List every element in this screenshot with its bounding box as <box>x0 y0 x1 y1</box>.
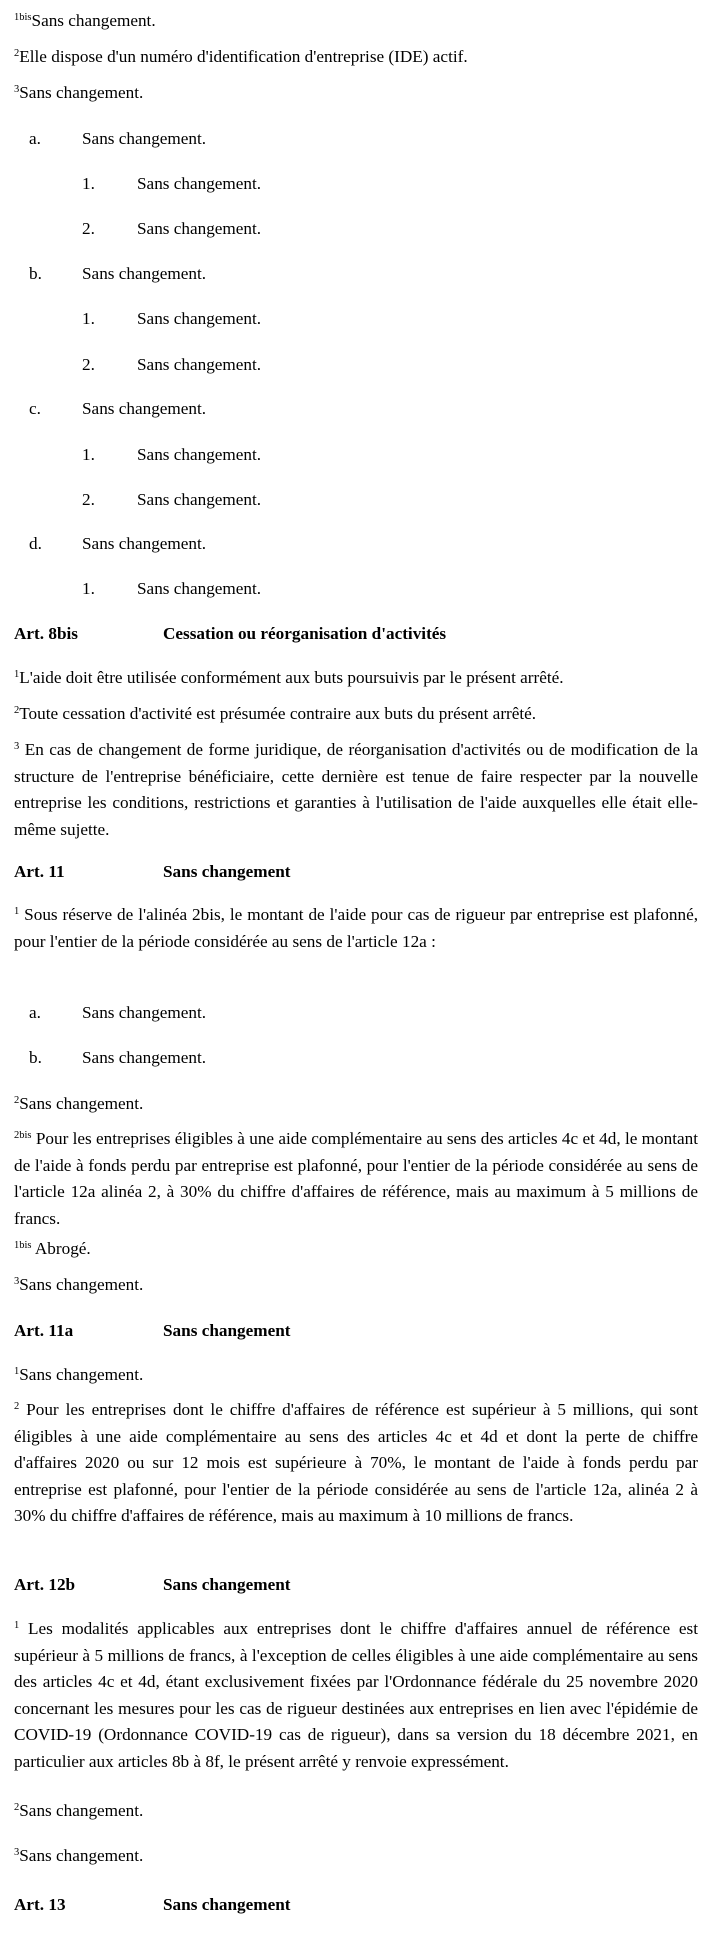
sublist-item: Sans changement. <box>137 219 262 238</box>
art8bis-paragraph-2: $^2$Toute cessation d'activité est présumée contraire aux buts du présent arrêté. <box>14 704 537 723</box>
art11-paragraph-1bis: $^{1bis}$ Abrogé. <box>14 1239 91 1258</box>
art11-paragraph-1: $^1$ Sous réserve de l'alinéa 2bis, le montant de l'aide pour cas de rigueur par entreprise est plafonné, pour l'entier de la période considérée au sens de l'article 12a : <box>14 905 699 951</box>
sublist-label: 1. <box>82 445 95 464</box>
sublist-label: 2. <box>82 355 95 374</box>
article-11a-number: Art. 11a <box>14 1321 74 1340</box>
list-label-b: b. <box>29 264 42 283</box>
art11a-paragraph-2: $^2$ Pour les entreprises dont le chiffre d'affaires de référence est supérieur à 5 millions, qui sont éligibles à une aide complémentaire au sens des articles 4c et 4d et dont la perte de chiffre d'affaires 2020 ou sur 12 mois est supérieure à 70%, le montant de l'aide à fonds perdu par entreprise est plafonné, pour l'entier de la période considérée au sens de l'article 12a, alinéa 2 à 30% du chiffre d'affaires de référence, mais au maximum à 10 millions de francs. <box>14 1400 698 1525</box>
article-13-title: Sans changement <box>163 1895 291 1914</box>
article-13-number: Art. 13 <box>14 1895 66 1914</box>
list-item-c: Sans changement. <box>82 399 207 418</box>
art11-list-item-b: Sans changement. <box>82 1048 207 1067</box>
art11-list-item-a: Sans changement. <box>82 1003 207 1022</box>
paragraph-1bis: $^{1bis}$Sans changement. <box>14 11 156 30</box>
sublist-item: Sans changement. <box>137 174 262 193</box>
art12b-paragraph-2: $^2$Sans changement. <box>14 1801 144 1820</box>
sublist-item: Sans changement. <box>137 445 262 464</box>
art8bis-paragraph-1: $^1$L'aide doit être utilisée conformément aux buts poursuivis par le présent arrêté. <box>14 668 564 687</box>
sublist-label: 1. <box>82 174 95 193</box>
article-12b-number: Art. 12b <box>14 1575 76 1594</box>
list-label-c: c. <box>29 399 41 418</box>
art8bis-paragraph-3: $^3$ En cas de changement de forme juridique, de réorganisation d'activités ou de modification de la structure de l'entreprise bénéficiaire, cette dernière est tenue de faire respecter par la nouvelle entreprise les conditions, restrictions et garanties à l'utilisation de l'aide auxquelles elle était elle-même sujette. <box>14 740 698 839</box>
sublist-label: 2. <box>82 219 95 238</box>
article-8bis-number: Art. 8bis <box>14 624 78 643</box>
article-11-number: Art. 11 <box>14 862 65 881</box>
art11-paragraph-2: $^2$Sans changement. <box>14 1094 144 1113</box>
article-8bis-title: Cessation ou réorganisation d'activités <box>163 624 447 643</box>
list-label-a: a. <box>29 129 41 148</box>
list-item-b: Sans changement. <box>82 264 207 283</box>
article-11-title: Sans changement <box>163 862 291 881</box>
paragraph-3: $^3$Sans changement. <box>14 83 144 102</box>
art11-list-label-b: b. <box>29 1048 42 1067</box>
art12b-paragraph-3: $^3$Sans changement. <box>14 1846 144 1865</box>
list-item-d: Sans changement. <box>82 534 207 553</box>
art11-paragraph-3: $^3$Sans changement. <box>14 1275 144 1294</box>
sublist-item: Sans changement. <box>137 579 262 598</box>
list-item-a: Sans changement. <box>82 129 207 148</box>
sublist-label: 1. <box>82 309 95 328</box>
art12b-paragraph-1: $^1$ Les modalités applicables aux entreprises dont le chiffre d'affaires annuel de référence est supérieur à 5 millions de francs, à l'exception de celles éligibles à une aide complémentaire au sens des articles 4c et 4d, étant exclusivement fixées par l'Ordonnance fédérale du 25 novembre 2020 concernant les mesures pour les cas de rigueur destinées aux entreprises en lien avec l'épidémie de COVID-19 (Ordonnance COVID-19 cas de rigueur), dans sa version du 18 décembre 2021, en particulier aux articles 8b à 8f, le présent arrêté y renvoie expressément. <box>14 1619 698 1771</box>
list-label-d: d. <box>29 534 42 553</box>
sublist-item: Sans changement. <box>137 490 262 509</box>
art11-paragraph-2bis: $^{2bis}$ Pour les entreprises éligibles à une aide complémentaire au sens des articles 4c et 4d, le montant de l'aide à fonds perdu par entreprise est plafonné, pour l'entier de la période considérée au sens de l'article 12a alinéa 2, à 30% du chiffre d'affaires de référence, mais au maximum à 5 millions de francs. <box>14 1129 698 1228</box>
sublist-item: Sans changement. <box>137 309 262 328</box>
article-12b-title: Sans changement <box>163 1575 291 1594</box>
article-11a-title: Sans changement <box>163 1321 291 1340</box>
sublist-label: 2. <box>82 490 95 509</box>
sublist-label: 1. <box>82 579 95 598</box>
art11-list-label-a: a. <box>29 1003 41 1022</box>
sublist-item: Sans changement. <box>137 355 262 374</box>
art11a-paragraph-1: $^1$Sans changement. <box>14 1365 144 1384</box>
paragraph-2: $^2$Elle dispose d'un numéro d'identification d'entreprise (IDE) actif. <box>14 47 468 66</box>
